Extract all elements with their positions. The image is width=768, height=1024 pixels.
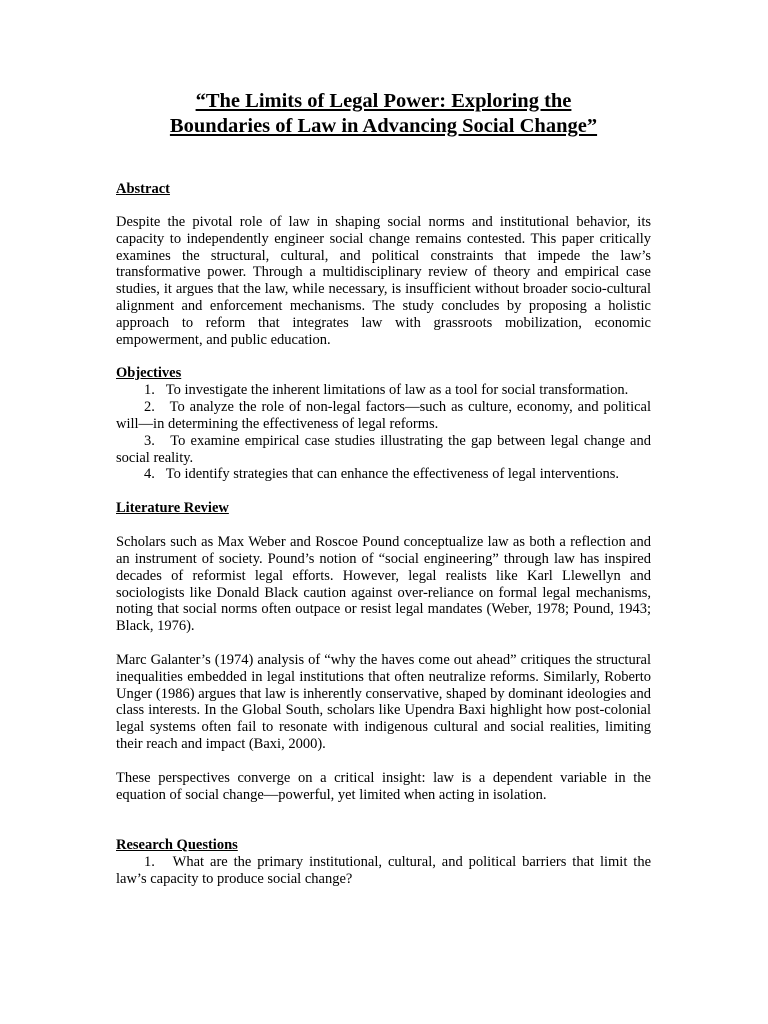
research-question-item-1: 1. What are the primary institutional, cultural, and political barriers that limit the law’s capacity to produce social change? bbox=[116, 854, 652, 888]
literature-review-heading: Literature Review bbox=[116, 500, 229, 517]
literature-paragraph-3: These perspectives converge on a critical insight: law is a dependent variable in the equation of social change—powerful, yet limited when acting in isolation. bbox=[116, 769, 651, 803]
objective-item-1: 1. To investigate the inherent limitations of law as a tool for social transformation. bbox=[144, 382, 629, 399]
literature-paragraph-1: Scholars such as Max Weber and Roscoe Pound conceptualize law as both a reflection and an instrument of society. Pound’s notion of “social engineering” through law has inspired decades of reformist legal efforts. However, legal realists like Karl Llewellyn and sociologists like Donald Black caution against over-reliance on formal legal mechanisms, noting that social norms often outpace or resist legal mandates (Weber, 1978; Pound, 1943; Black, 1976). bbox=[116, 534, 651, 635]
title-line-2: Boundaries of Law in Advancing Social Change” bbox=[169, 115, 598, 137]
paper-title bbox=[116, 89, 651, 139]
abstract-heading: Abstract bbox=[116, 181, 170, 197]
objectives-heading: Objectives bbox=[116, 365, 182, 382]
title-line-1: “The Limits of Legal Power: Exploring the bbox=[195, 90, 572, 112]
objective-item-2: 2. To analyze the role of non-legal factors—such as culture, economy, and political will—in determining the effectiveness of legal reforms. bbox=[116, 399, 652, 432]
research-questions-heading: Research Questions bbox=[116, 837, 238, 854]
literature-paragraph-2: Marc Galanter’s (1974) analysis of “why the haves come out ahead” critiques the structural inequalities embedded in legal institutions that often neutralize reforms. Similarly, Roberto Unger (1986) argues that law is inherently conservative, shaped by dominant ideologies and class interests. In the Global South, scholars like Upendra Baxi highlight how post-colonial legal systems often fail to resonate with indigenous cultural and social realities, limiting their reach and impact (Baxi, 2000). bbox=[116, 651, 651, 752]
objective-item-3: 3. To examine empirical case studies illustrating the gap between legal change and social reality. bbox=[116, 432, 651, 466]
objective-item-4: 4. To identify strategies that can enhance the effectiveness of legal interventions. bbox=[144, 466, 620, 483]
abstract-text: Despite the pivotal role of law in shaping social norms and institutional behavior, its capacity to independently engineer social change remains contested. This paper critically examines the structural, cultural, and political constraints that impede the law’s transformative power. Through a multidisciplinary review of theory and empirical case studies, it argues that the law, while necessary, is insufficient without broader socio-cultural alignment and enforcement mechanisms. The study concludes by proposing a holistic approach to reform that integrates law with grassroots mobilization, economic empowerment, and public education. bbox=[116, 214, 651, 348]
